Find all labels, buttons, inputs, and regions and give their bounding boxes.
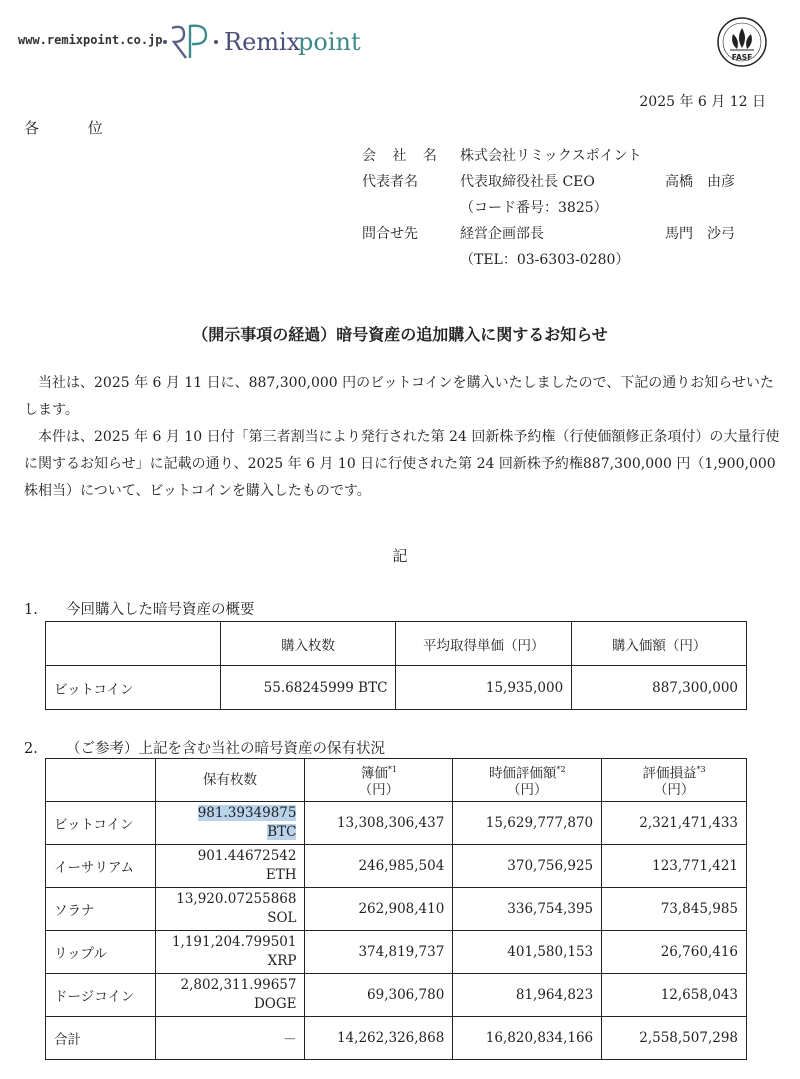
- header-cell: 購入枚数: [220, 622, 396, 666]
- holdings-table: [45, 758, 747, 1060]
- remixpoint-logo: [162, 18, 392, 62]
- header-cell: 平均取得単価（円）: [396, 622, 572, 666]
- market-value: 370,756,925: [453, 845, 602, 888]
- asset-name: ビットコイン: [46, 802, 156, 845]
- header-cell: 簿価$^{*1}$ （円）: [305, 759, 453, 802]
- holding-amount: 2,802,311.99657 DOGE: [155, 974, 305, 1017]
- table-row: [46, 888, 747, 931]
- body-paragraph: 本件は、2025 年 6 月 10 日付「第三者割当により発行された第 24 回新株予約権（行使価額修正条項付）の大量行使に関するお知らせ」に記載の通り、2025 年 6 月 10 日に行使された第 24 回新株予約権887,300,000 円（1,900,000 株相当）について、ビットコインを購入したものです。: [24, 429, 780, 499]
- asset-name: リップル: [46, 931, 156, 974]
- unrealized-pnl: 123,771,421: [602, 845, 747, 888]
- table-row: [46, 974, 747, 1017]
- document-body: [24, 370, 786, 505]
- market-value: 15,629,777,870: [453, 802, 602, 845]
- book-value: 262,908,410: [305, 888, 453, 931]
- table-header-row: [46, 622, 747, 666]
- header-cell: [46, 622, 221, 666]
- body-paragraph: 当社は、2025 年 6 月 11 日に、887,300,000 円のビットコインを購入いたしましたので、下記の通りお知らせいたします。: [24, 375, 774, 418]
- table-row: [46, 666, 747, 710]
- book-value: 374,819,737: [305, 931, 453, 974]
- document-title: （開示事項の経過）暗号資産の追加購入に関するお知らせ: [192, 325, 608, 344]
- unrealized-pnl: 12,658,043: [602, 974, 747, 1017]
- company-name: 株式会社リミックスポイント: [460, 148, 642, 164]
- contact-name: 馬門 沙弓: [665, 226, 735, 242]
- section-1-heading: [24, 598, 255, 619]
- representative-title: 代表取締役社長 CEO: [460, 174, 595, 190]
- document-date: 2025 年 6 月 12 日: [639, 94, 766, 110]
- svg-text:point: point: [298, 28, 361, 56]
- addressee: 各 位: [24, 119, 125, 137]
- market-value: 81,964,823: [453, 974, 602, 1017]
- table-row: [46, 802, 747, 845]
- fasf-seal-icon: [716, 16, 768, 68]
- contact-label: 問合せ先: [362, 226, 418, 242]
- contact-tel: （TEL：03-6303-0280）: [460, 252, 630, 268]
- unrealized-pnl: 2,321,471,433: [602, 802, 747, 845]
- market-value: 336,754,395: [453, 888, 602, 931]
- table-row: [46, 931, 747, 974]
- representative-label: 代表者名: [362, 174, 418, 190]
- header-cell: 保有枚数: [155, 759, 305, 802]
- asset-name: ソラナ: [46, 888, 156, 931]
- section-number: 2.: [24, 741, 38, 757]
- svg-text:Remix: Remix: [224, 28, 301, 56]
- total-amount: －: [155, 1017, 305, 1060]
- table-row: [46, 845, 747, 888]
- average-price: 15,935,000: [396, 666, 572, 710]
- svg-text:FASF: FASF: [731, 53, 753, 62]
- representative-name: 高橋 由彦: [665, 174, 735, 190]
- unrealized-pnl: 26,760,416: [602, 931, 747, 974]
- holding-amount: 1,191,204.799501 XRP: [155, 931, 305, 974]
- market-value: 401,580,153: [453, 931, 602, 974]
- section-number: 1.: [24, 602, 38, 618]
- header-cell: [46, 759, 156, 802]
- holding-amount: 981.39349875 BTC: [155, 802, 305, 845]
- total-book-value: 14,262,326,868: [305, 1017, 453, 1060]
- book-value: 69,306,780: [305, 974, 453, 1017]
- header-cell: 購入価額（円）: [572, 622, 747, 666]
- asset-name: ビットコイン: [46, 666, 221, 710]
- header-cell: 時価評価額$^{*2}$ （円）: [453, 759, 602, 802]
- website-url: www.remixpoint.co.jp: [18, 33, 163, 47]
- header-cell: 評価損益$^{*3}$ （円）: [602, 759, 747, 802]
- section-title: （ご参考）上記を含む当社の暗号資産の保有状況: [66, 741, 385, 757]
- total-market-value: 16,820,834,166: [453, 1017, 602, 1060]
- purchase-amount: 55.68245999 BTC: [220, 666, 396, 710]
- section-2-heading: [24, 737, 385, 758]
- total-label: 合計: [46, 1017, 156, 1060]
- purchase-value: 887,300,000: [572, 666, 747, 710]
- company-info: [362, 143, 735, 273]
- ki-heading: 記: [392, 547, 408, 565]
- book-value: 13,308,306,437: [305, 802, 453, 845]
- holding-amount: 13,920.07255868 SOL: [155, 888, 305, 931]
- contact-title: 経営企画部長: [460, 226, 544, 242]
- unrealized-pnl: 73,845,985: [602, 888, 747, 931]
- section-title: 今回購入した暗号資産の概要: [66, 602, 255, 618]
- purchase-summary-table: [45, 621, 747, 710]
- asset-name: ドージコイン: [46, 974, 156, 1017]
- book-value: 246,985,504: [305, 845, 453, 888]
- asset-name: イーサリアム: [46, 845, 156, 888]
- table-total-row: [46, 1017, 747, 1060]
- total-pnl: 2,558,507,298: [602, 1017, 747, 1060]
- company-label: 会 社 名: [362, 148, 443, 164]
- table-header-row: [46, 759, 747, 802]
- holding-amount: 901.44672542 ETH: [155, 845, 305, 888]
- stock-code: （コード番号：3825）: [460, 200, 608, 216]
